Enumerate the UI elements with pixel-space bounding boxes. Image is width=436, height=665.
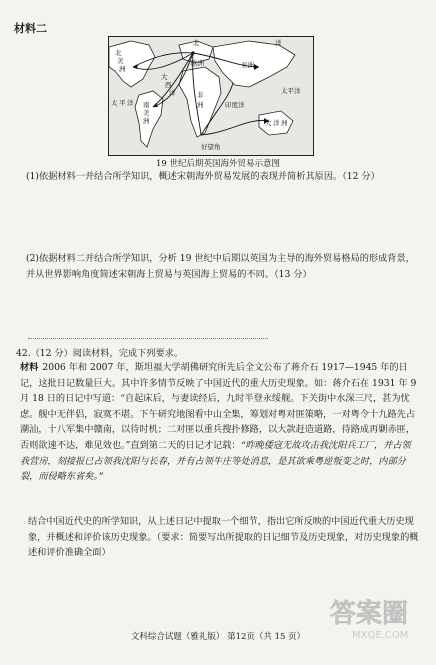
material-label: 材料 — [20, 362, 39, 373]
map-label-pacific: 太平洋 — [281, 87, 301, 95]
map-label-xi: 西 — [165, 81, 172, 89]
material-quote: “昨晚倭寇无故攻击我沈阳兵工厂，并占领我营房，刻接报已占领我沈阳与长春，并有占领牛庄等处消息，是其欲乘粤逆叛变之时，内部分裂，而侵略东省矣。” — [20, 439, 411, 483]
map-label-da: 大 — [161, 73, 168, 81]
question-42-requirement: 结合中国近代史的所学知识，从上述日记中提取一个细节，指出它所反映的中国近代重大历史现象，并概述和评价该历史现象。（要求：简要写出所提取的日记细节及历史现象，对历史现象的概述和评价准确全面） — [28, 516, 419, 559]
map-label-ping: 平 — [119, 99, 126, 107]
map-label-yang3: 洋 — [127, 99, 134, 107]
map-label-sa-nan: 南 — [143, 101, 150, 109]
map-label-tai: 太 — [111, 99, 118, 107]
map-label-oc-yang: 洋 — [273, 119, 280, 127]
land-north-america — [109, 41, 155, 87]
question-42-header: 42.（12 分）阅读材料，完成下列要求。 — [16, 348, 184, 359]
map-label-oc-zhou: 洲 — [281, 119, 288, 127]
map-label-sa-zhou: 洲 — [143, 117, 150, 125]
map-label-europe: 欧洲 — [191, 59, 204, 67]
question-2: (2)依据材料二并结合所学知识，分析 19 世纪中后期以英国为主导的海外贸易格局的形成背景，并从世界影响角度简述宋朝海上贸易与英国海上贸易的不同。（13 分） — [26, 253, 415, 280]
map-label-yang2: 洋 — [169, 89, 176, 97]
material-2-title: 材料二 — [14, 22, 47, 35]
map-caption: 19 世纪后期英国海外贸易示意图 — [155, 159, 281, 169]
svg-text:答案圈: 答案圈 — [330, 599, 409, 629]
question-1: (1)依据材料一并结合所学知识，概述宋朝海外贸易发展的表现并简析其原因。（12 分） — [26, 171, 380, 182]
map-label-bei: 北 — [193, 39, 200, 47]
map-label-na-bei: 北 — [115, 49, 122, 57]
map-label-indian-ocean: 印度洋 — [225, 101, 245, 109]
separator-dots — [28, 338, 268, 339]
map-label-yang: 洋 — [275, 39, 282, 47]
trade-map — [108, 36, 314, 156]
svg-text:MXQE.COM: MXQE.COM — [352, 630, 409, 641]
material-text: 2006 年和 2007 年，斯坦福大学胡佛研究所先后全文公布了蒋介石 1917—1945 年的日记，这批日记数量巨大。其中许多情节反映了中国近代的重大历史现象。如：蒋介石在 1931 年 9 月 18 日的日记中写道：“自起床后，与妻读经后，九时半登永绥舰。下关街中水深三尺，甚为忧虑。舰中无伴侣，寂寞不堪。下午研究地图看中山全集，筹划对粤对匪策略，一对粤令十九路先占潮汕，十八军集中赣南，以待时机；二对匪以重兵搜扑修路，以大款赶造道路，待路成再剿赤匪，否则欲速不达，难见效也。”直到第二天的日记才记载： — [20, 362, 417, 451]
map-label-na-mei: 美 — [117, 57, 124, 65]
world-map-figure — [109, 37, 313, 155]
page-footer: 文科综合试题（雅礼版） 第12页（共 15 页） — [130, 632, 306, 642]
map-label-fei-zhou: 洲 — [197, 101, 204, 109]
map-label-asia: 亚洲 — [241, 61, 254, 69]
map-label-oc-da: 大 — [265, 119, 272, 127]
question-42-material — [20, 360, 418, 485]
map-label-fei: 非 — [197, 91, 204, 99]
map-label-na-zhou: 洲 — [119, 65, 126, 73]
map-label-cape-good-hope: 好望角 — [201, 143, 221, 151]
map-label-sa-mei: 美 — [143, 109, 150, 117]
